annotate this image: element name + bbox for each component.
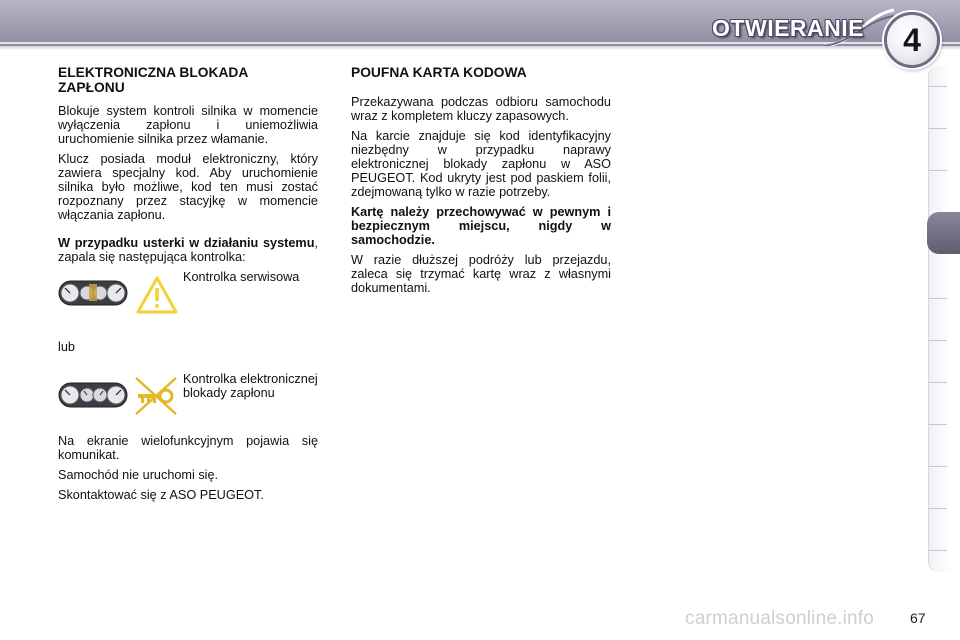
tab-divider (929, 382, 947, 383)
paragraph: Blokuje system kontroli silnika w momencie wyłączenia zapłonu i uniemożliwia uruchomienie silnika przez włamanie. (58, 104, 318, 146)
tab-divider (929, 170, 947, 171)
service-warning-icon (136, 276, 178, 314)
tab-divider (929, 128, 947, 129)
chapter-side-tabs (928, 66, 951, 572)
dashboard-gauges-icon (58, 280, 128, 306)
paragraph: Na karcie znajduje się kod identyfikacyjny niezbędny w przypadku naprawy elektronicznej blokady zapłonu w ASO PEUGEOT. Kod ukryty jest pod paskiem folii, zdejmowaną tylko w razie potrzeby. (351, 128, 611, 199)
indicator-immobiliser-label: Kontrolka elektronicznej blokady zapłonu (183, 372, 318, 400)
fault-text: , zapala się następująca kontrolka: (58, 236, 318, 264)
paragraph: W razie dłuższej podróży lub przejazdu, zaleca się trzymać kartę wraz z własnymi dokumentami. (351, 252, 611, 295)
tab-divider (929, 340, 947, 341)
dashboard-gauges-icon (58, 382, 128, 408)
tab-divider (929, 298, 947, 299)
tab-divider (929, 550, 947, 551)
header-shadow (0, 46, 960, 50)
or-text: lub (58, 340, 75, 354)
indicator-service-label: Kontrolka serwisowa (183, 270, 300, 284)
paragraph: Skontaktować się z ASO PEUGEOT. (58, 488, 264, 502)
fault-bold-text: W przypadku usterki w działaniu systemu (58, 236, 315, 250)
chapter-number: 4 (903, 22, 921, 58)
indicator-immobiliser (58, 372, 318, 432)
chapter-tab-active[interactable] (927, 212, 960, 254)
paragraph: Przekazywana podczas odbioru samochodu wraz z kompletem kluczy zapasowych. (351, 94, 611, 123)
header-rule (0, 42, 960, 44)
tab-divider (929, 466, 947, 467)
paragraph-bold-warning: Kartę należy przechowywać w pewnym i bezpiecznym miejscu, nigdy w samochodzie. (351, 204, 611, 247)
page-number: 67 (910, 610, 926, 626)
chapter-title: OTWIERANIE (712, 15, 864, 41)
tab-divider (929, 86, 947, 87)
paragraph: Samochód nie uruchomi się. (58, 468, 219, 482)
chapter-badge (884, 12, 940, 68)
section-heading-code-card: POUFNA KARTA KODOWA (351, 65, 527, 80)
section-heading-immobiliser: ELEKTRONICZNA BLOKADA ZAPŁONU (58, 65, 248, 95)
paragraph: Klucz posiada moduł elektroniczny, który zawiera specjalny kod. Aby uruchomienie silnika było możliwe, kod ten musi zostać rozpoznany przez stacyjkę w momencie włączania zapłonu. (58, 152, 318, 222)
left-column (58, 66, 318, 508)
watermark: carmanualsonline.info (685, 608, 875, 629)
paragraph-fault (58, 236, 318, 264)
right-column (351, 66, 611, 301)
tab-divider (929, 424, 947, 425)
paragraph: Na ekranie wielofunkcyjnym pojawia się komunikat. (58, 434, 318, 462)
indicator-service (58, 270, 318, 336)
crossed-key-icon (132, 374, 180, 418)
tab-divider (929, 508, 947, 509)
